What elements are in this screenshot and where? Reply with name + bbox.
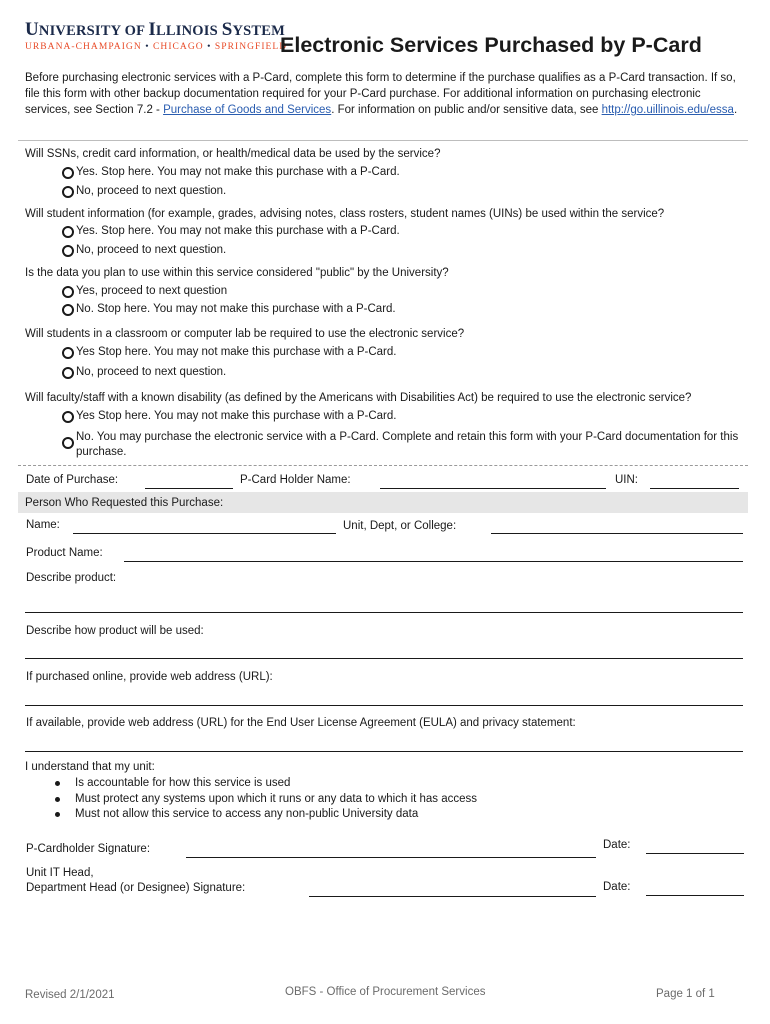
unit-dept-label: Unit, Dept, or College:	[343, 520, 457, 532]
person-requested-label: Person Who Requested this Purchase:	[25, 497, 224, 509]
radio-icon[interactable]	[62, 367, 74, 379]
describe-use-field[interactable]	[25, 658, 743, 659]
question-4-option-yes[interactable]	[62, 345, 396, 360]
question-3-option-no[interactable]	[62, 302, 396, 317]
product-name-label: Product Name:	[26, 547, 103, 559]
eula-field[interactable]	[25, 751, 743, 752]
office-name: OBFS - Office of Procurement Services	[285, 986, 486, 998]
question-5-option-no[interactable]	[62, 430, 747, 460]
bullet-text: Is accountable for how this service is used	[75, 777, 291, 789]
logo-letter: I	[148, 19, 157, 40]
question-4: Will students in a classroom or computer lab be required to use the electronic service?	[25, 328, 465, 340]
date-of-purchase-label: Date of Purchase:	[26, 474, 119, 486]
intro-text: . For information on public and/or sensitive data, see	[331, 104, 602, 116]
question-2-option-no[interactable]	[62, 243, 226, 258]
question-5: Will faculty/staff with a known disability (as defined by the Americans with Disabilities Act) be required to use the electronic service?	[25, 392, 692, 404]
bullet-text: Must protect any systems upon which it runs or any data to which it has access	[75, 792, 478, 805]
campus-chicago: CHICAGO	[153, 42, 204, 52]
date-1-field[interactable]	[646, 853, 744, 854]
department-head-signature-label: Department Head (or Designee) Signature:	[26, 882, 246, 894]
uin-field[interactable]	[650, 488, 739, 489]
purchase-goods-link[interactable]: Purchase of Goods and Services	[163, 104, 332, 116]
bullet-icon	[55, 781, 60, 786]
eula-label: If available, provide web address (URL) for the End User License Agreement (EULA) and privacy statement:	[26, 717, 576, 729]
option-label: Yes Stop here. You may not make this purchase with a P-Card.	[76, 346, 397, 358]
date-of-purchase-field[interactable]	[145, 488, 233, 489]
question-1-option-yes[interactable]	[62, 165, 400, 180]
bullet-text: Must not allow this service to access any non-public University data	[75, 808, 419, 820]
option-label: Yes. Stop here. You may not make this purchase with a P-Card.	[76, 225, 400, 237]
bullet-icon	[55, 812, 60, 817]
list-item	[55, 807, 477, 823]
bullet-icon	[55, 797, 60, 802]
intro-text: .	[733, 104, 738, 116]
option-label: Yes. Stop here. You may not make this purchase with a P-Card.	[76, 166, 400, 178]
logo-letter: U	[25, 19, 39, 40]
university-logo-wordmark	[25, 20, 285, 41]
radio-icon[interactable]	[62, 437, 74, 449]
acknowledgement-lead: I understand that my unit:	[25, 761, 155, 773]
name-field[interactable]	[73, 533, 336, 534]
list-item	[55, 792, 477, 808]
date-2-label: Date:	[603, 881, 631, 893]
option-label: No, proceed to next question.	[76, 244, 227, 256]
option-label: Yes Stop here. You may not make this purchase with a P-Card.	[76, 410, 397, 422]
describe-product-label: Describe product:	[26, 572, 117, 584]
url-field[interactable]	[25, 705, 743, 706]
radio-icon[interactable]	[62, 286, 74, 298]
radio-icon[interactable]	[62, 167, 74, 179]
radio-icon[interactable]	[62, 347, 74, 359]
url-label: If purchased online, provide web address (URL):	[26, 671, 273, 683]
date-2-field[interactable]	[646, 895, 744, 896]
unit-dept-field[interactable]	[491, 533, 743, 534]
option-label: No. You may purchase the electronic service with a P-Card. Complete and retain this form with your P-Card documentation for this purchase.	[76, 431, 739, 458]
essa-link[interactable]: http://go.uillinois.edu/essa	[601, 104, 734, 116]
uin-label: UIN:	[615, 474, 638, 486]
section-divider	[18, 465, 748, 466]
page-title: Electronic Services Purchased by P-Card	[280, 33, 702, 57]
intro-text: Before purchasing electronic services with a P-Card, complete this form to determine if the purchase qualifies as a P-Card transaction. If so, file this form with other backup documentation required for your P-Card purchase. For additional information on purchasing electronic services, see Section 7.2 -	[25, 72, 736, 116]
logo-text: YSTEM	[232, 23, 286, 39]
question-2: Will student information (for example, grades, advising notes, class rosters, student names (UINs) be used within the service?	[25, 208, 665, 220]
radio-icon[interactable]	[62, 304, 74, 316]
option-label: No. Stop here. You may not make this purchase with a P-Card.	[76, 303, 396, 315]
acknowledgement-list	[55, 776, 477, 823]
unit-it-head-label: Unit IT Head,	[26, 867, 94, 879]
name-label: Name:	[26, 519, 60, 531]
page-number: Page 1 of 1	[656, 988, 715, 1000]
pcardholder-signature-label: P-Cardholder Signature:	[26, 843, 151, 855]
question-3-option-yes[interactable]	[62, 284, 227, 299]
section-divider	[18, 140, 748, 141]
question-3: Is the data you plan to use within this service considered "public" by the University?	[25, 267, 449, 279]
radio-icon[interactable]	[62, 226, 74, 238]
campus-separator: •	[207, 42, 212, 52]
question-5-option-yes[interactable]	[62, 409, 396, 424]
option-label: No, proceed to next question.	[76, 366, 227, 378]
product-name-field[interactable]	[124, 561, 743, 562]
pcard-holder-name-field[interactable]	[380, 488, 606, 489]
list-item	[55, 776, 477, 792]
describe-product-field[interactable]	[25, 612, 743, 613]
revised-date: Revised 2/1/2021	[25, 989, 115, 1001]
logo-letter: S	[221, 19, 233, 40]
campus-urbana: URBANA-CHAMPAIGN	[25, 42, 142, 52]
radio-icon[interactable]	[62, 245, 74, 257]
option-label: No, proceed to next question.	[76, 185, 227, 197]
question-1-option-no[interactable]	[62, 184, 226, 199]
logo-text: LLINOIS	[156, 23, 222, 39]
pcardholder-signature-field[interactable]	[186, 857, 596, 858]
option-label: Yes, proceed to next question	[76, 285, 228, 297]
question-1: Will SSNs, credit card information, or health/medical data be used by the service?	[25, 148, 441, 160]
radio-icon[interactable]	[62, 186, 74, 198]
describe-use-label: Describe how product will be used:	[26, 625, 204, 637]
campus-springfield: SPRINGFIELD	[214, 42, 288, 52]
pcard-holder-name-label: P-Card Holder Name:	[240, 474, 351, 486]
question-2-option-yes[interactable]	[62, 224, 400, 239]
question-4-option-no[interactable]	[62, 365, 226, 380]
campus-names	[25, 41, 287, 53]
department-head-signature-field[interactable]	[309, 896, 596, 897]
intro-paragraph	[25, 70, 745, 118]
logo-text: NIVERSITY OF	[38, 23, 149, 39]
date-1-label: Date:	[603, 839, 631, 851]
radio-icon[interactable]	[62, 411, 74, 423]
campus-separator: •	[145, 42, 150, 52]
